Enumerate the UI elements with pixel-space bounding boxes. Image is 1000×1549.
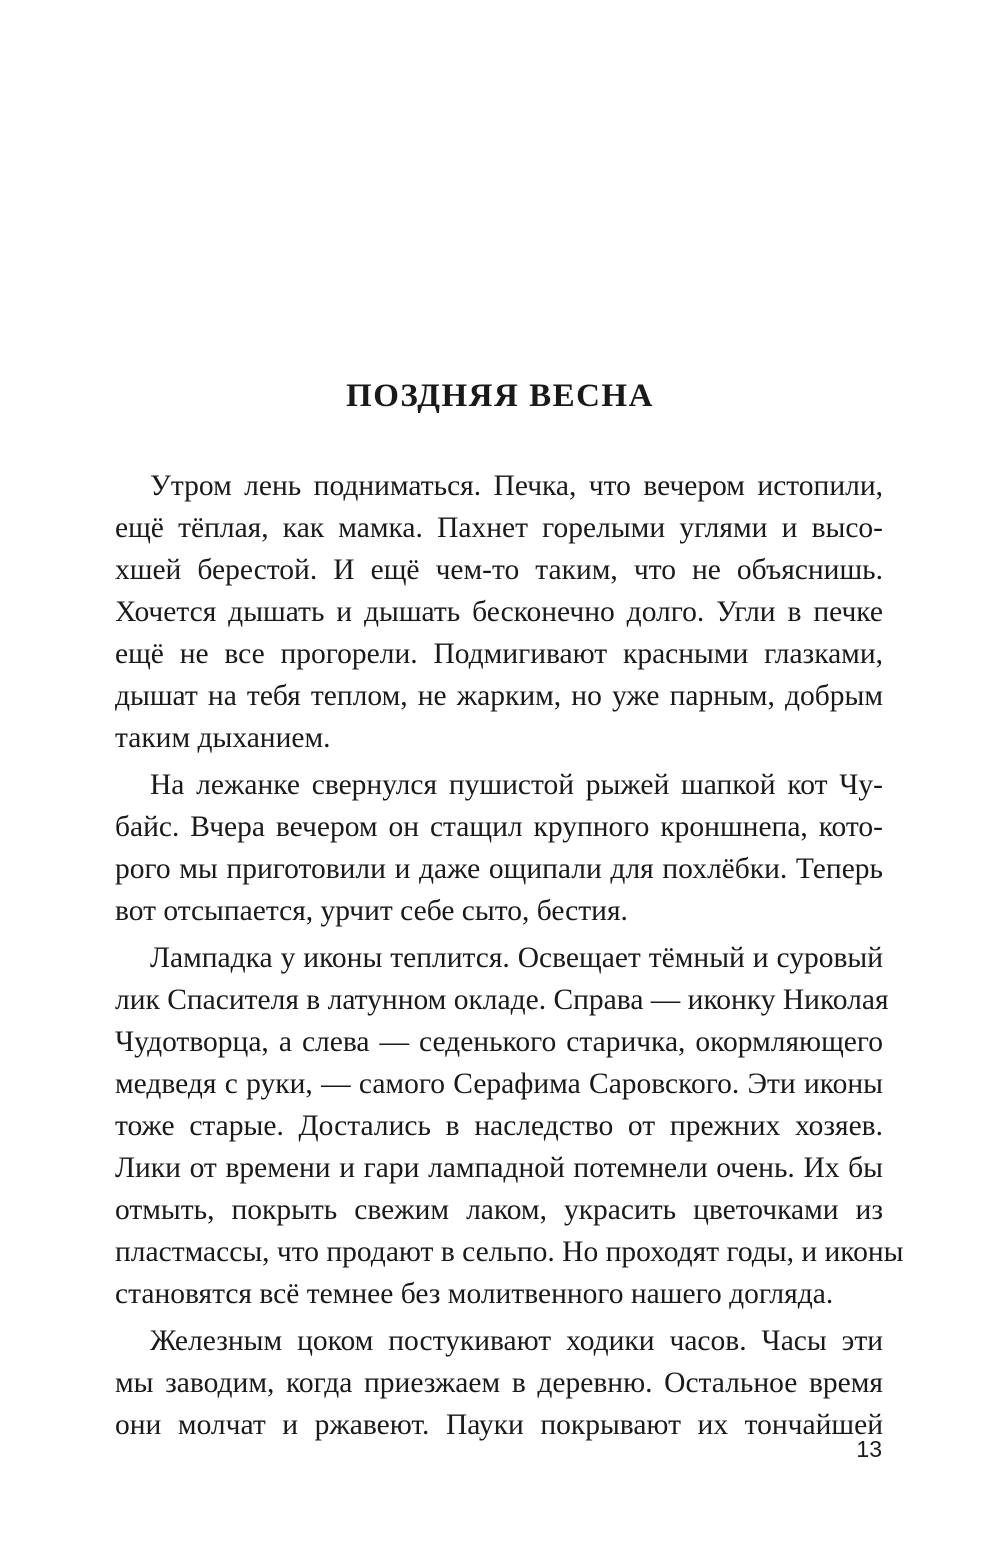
text-line: таким дыханием. <box>115 722 331 754</box>
text-line: медведя с руки, — самого Серафима Саровского. Эти иконы <box>115 1068 883 1100</box>
text-line: рого мы приготовили и даже ощипали для похлёбки. Теперь <box>115 853 883 885</box>
text-line: лик Спасителя в латунном окладе. Справа — иконку Николая <box>115 984 889 1016</box>
text-line: ещё тёплая, как мамка. Пахнет горелыми углями и высо- <box>115 512 883 544</box>
text-line: тоже старые. Достались в наследство от прежних хозяев. <box>115 1110 883 1142</box>
text-line: мы заводим, когда приезжаем в деревню. Остальное время <box>115 1367 883 1399</box>
text-line: Хочется дышать и дышать бесконечно долго. Угли в печке <box>115 596 883 628</box>
text-line: пластмассы, что продают в сельпо. Но проходят годы, и иконы <box>115 1236 904 1268</box>
text-line: Железным цоком постукивают ходики часов. Часы эти <box>150 1325 883 1357</box>
text-line: Лики от времени и гари лампадной потемнели очень. Их бы <box>115 1152 883 1184</box>
text-line: становятся всё темнее без молитвенного нашего догляда. <box>115 1278 834 1310</box>
text-line: ещё не все прогорели. Подмигивают красными глазками, <box>115 638 883 670</box>
text-line: вот отсыпается, урчит себе сыто, бестия. <box>115 895 628 927</box>
text-line: отмыть, покрыть свежим лаком, украсить цветочками из <box>115 1194 883 1226</box>
text-line: Чудотворца, а слева — седенького старичка, окормляющего <box>115 1026 883 1058</box>
text-line: байс. Вчера вечером он стащил крупного кроншнепа, кото- <box>115 811 883 843</box>
text-line: Лампадка у иконы теплится. Освещает тёмный и суровый <box>150 942 883 974</box>
text-line: Утром лень подниматься. Печка, что вечером истопили, <box>150 470 883 502</box>
page-number: 13 <box>856 1436 882 1462</box>
text-line: дышат на тебя теплом, не жарким, но уже парным, добрым <box>115 680 883 712</box>
text-line: они молчат и ржавеют. Пауки покрывают их тончайшей <box>115 1409 883 1441</box>
text-line: На лежанке свернулся пушистой рыжей шапкой кот Чу- <box>150 769 883 801</box>
text-line: хшей берестой. И ещё чем-то таким, что не объяснишь. <box>115 554 883 586</box>
chapter-title: ПОЗДНЯЯ ВЕСНА <box>346 378 654 414</box>
